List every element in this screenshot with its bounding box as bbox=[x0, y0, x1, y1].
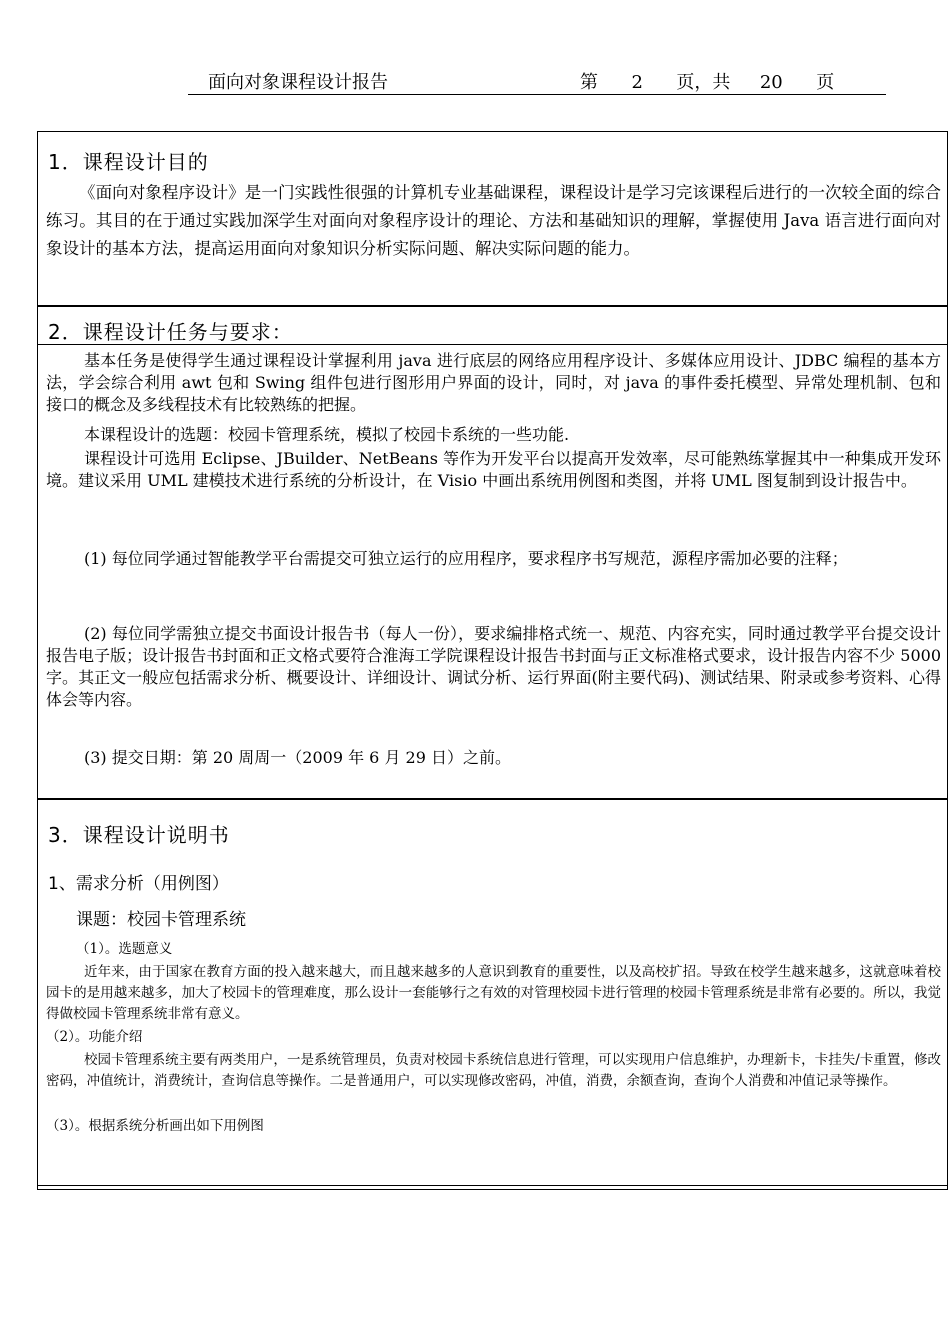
features-paragraph: 校园卡管理系统主要有两类用户，一是系统管理员，负责对校园卡系统信息进行管理，可以实现用户信息维护，办理新卡，卡挂失/卡重置，修改密码，冲值统计，消费统计，查询信息等操作。二是普通用户，可以实现修改密码，冲值，消费，余额查询，查询个人消费和冲值记录等操作。 bbox=[46, 1052, 941, 1089]
section-purpose bbox=[37, 131, 948, 307]
section-title-purpose: 1．课程设计目的 bbox=[48, 150, 209, 174]
section-title-tasks: 2．课程设计任务与要求： bbox=[48, 320, 293, 344]
section-tasks bbox=[37, 305, 948, 800]
section-bottom-rule bbox=[38, 1185, 947, 1186]
section-spec bbox=[37, 798, 948, 1190]
significance-paragraph: 近年来，由于国家在教育方面的投入越来越大，而且越来越多的人意识到教育的重要性，以及高校扩招。导致在校学生越来越多，这就意味着校园卡的是用越来越多，加大了校园卡的管理难度，那么设计一套能够行之有效的对管理校园卡进行管理的校园卡管理系统是非常有必要的。所以，我觉得做校园卡管理系统非常有意义。 bbox=[46, 964, 941, 1022]
subheading-use-case: （3）。根据系统分析画出如下用例图 bbox=[46, 1118, 264, 1134]
tasks-paragraph-3: 课程设计可选用 Eclipse、JBuilder、NetBeans 等作为开发平台以提高开发效率，尽可能熟练掌握其中一种集成开发环境。建议采用 UML 建模技术进行系统的分析设计，在 Visio 中画出系统用例图和类图，并将 UML 图复制到设计报告中。 bbox=[46, 449, 941, 490]
requirement-3: (3) 提交日期：第 20 周周一（2009 年 6 月 29 日）之前。 bbox=[84, 748, 511, 767]
subheading-features: （2）。功能介绍 bbox=[46, 1029, 143, 1045]
report-title: 面向对象课程设计报告 bbox=[208, 72, 388, 93]
page-label-2: 页，共 bbox=[676, 72, 731, 93]
requirement-analysis-heading: 1、需求分析（用例图） bbox=[48, 874, 229, 894]
requirement-1: (1) 每位同学通过智能教学平台需提交可独立运行的应用程序，要求程序书写规范，源程序需加必要的注释； bbox=[84, 549, 848, 568]
tasks-paragraph-1: 基本任务是使得学生通过课程设计掌握利用 java 进行底层的网络应用程序设计、多媒体应用设计、JDBC 编程的基本方法，学会综合利用 awt 包和 Swing 组件包进行图形用户界面的设计，同时，对 java 的事件委托模型、异常处理机制、包和接口的概念及多线程技术有比较熟练的把握。 bbox=[46, 351, 941, 414]
page-number: 2 bbox=[631, 72, 643, 93]
section-title-spec: 3．课程设计说明书 bbox=[48, 823, 230, 847]
page-label-1: 第 bbox=[580, 72, 598, 93]
page-label-3: 页 bbox=[816, 72, 835, 93]
page-header bbox=[188, 66, 886, 95]
subheading-significance: （1）。选题意义 bbox=[76, 941, 173, 957]
requirement-2: (2) 每位同学需独立提交书面设计报告书（每人一份），要求编排格式统一、规范、内容充实，同时通过教学平台提交设计报告电子版；设计报告书封面和正文格式要符合淮海工学院课程设计报告书封面与正文标准格式要求，设计报告内容不少 5000 字。其正文一般应包括需求分析、概要设计、详细设计、调试分析、运行界面(附主要代码)、测试结果、附录或参考资料、心得体会等内容。 bbox=[46, 624, 941, 709]
page-indicator bbox=[580, 68, 834, 94]
section-divider bbox=[38, 344, 947, 345]
purpose-paragraph: 《面向对象程序设计》是一门实践性很强的计算机专业基础课程，课程设计是学习完该课程后进行的一次较全面的综合练习。其目的在于通过实践加深学生对面向对象程序设计的理论、方法和基础知识的理解，掌握使用 Java 语言进行面向对象设计的基本方法，提高运用面向对象知识分析实际问题、解决实际问题的能力。 bbox=[46, 183, 941, 258]
topic-line: 课题：校园卡管理系统 bbox=[76, 910, 246, 930]
page-total: 20 bbox=[759, 72, 783, 93]
tasks-paragraph-2: 本课程设计的选题：校园卡管理系统，模拟了校园卡系统的一些功能. bbox=[84, 425, 570, 444]
